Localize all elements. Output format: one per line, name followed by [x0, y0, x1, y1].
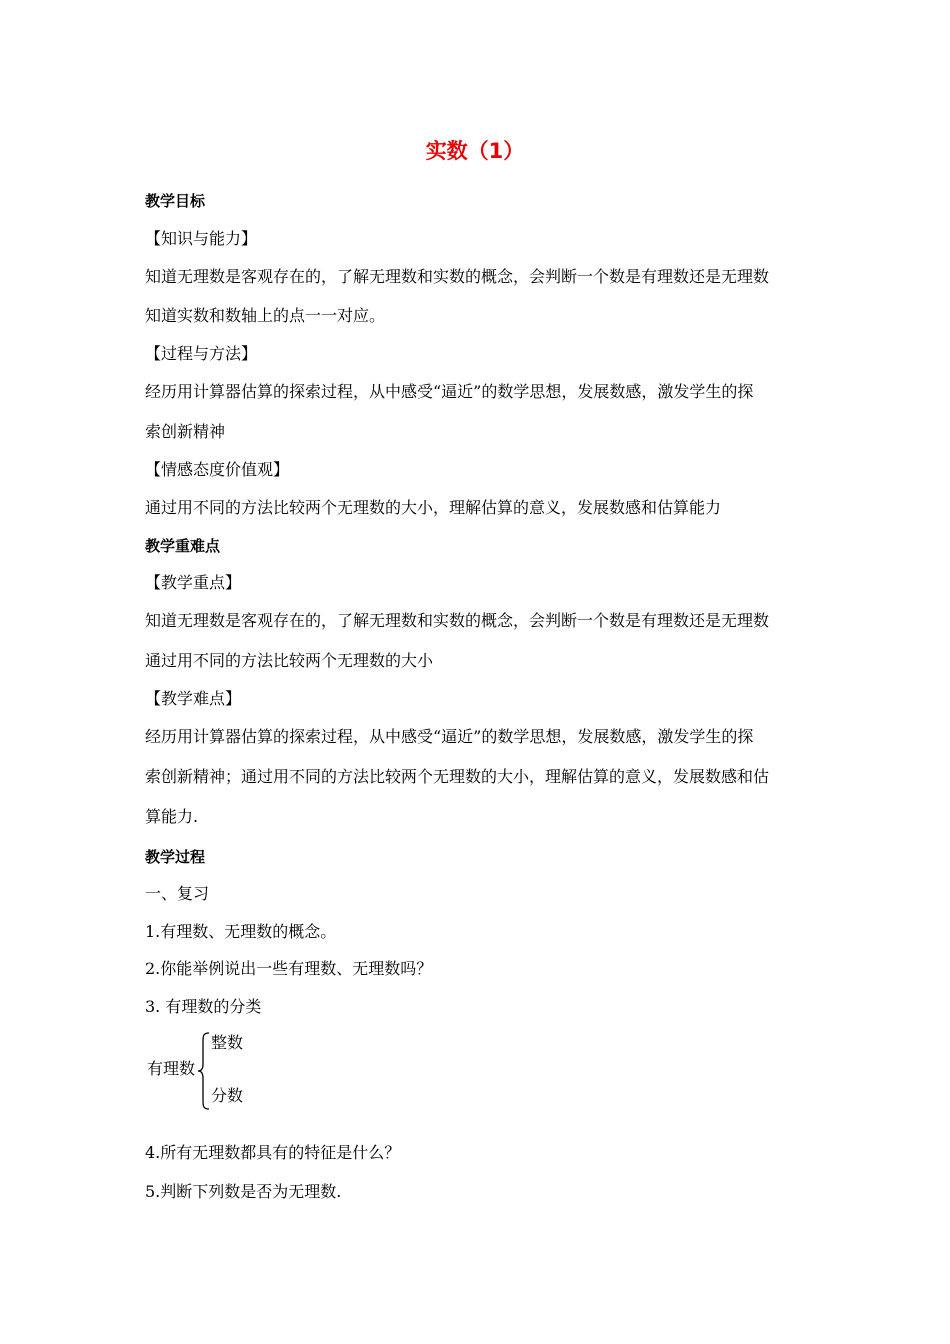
knowledge-text-2: 知道实数和数轴上的点一一对应。	[145, 306, 386, 325]
classification-fraction: 分数	[211, 1086, 244, 1105]
knowledge-label: 【知识与能力】	[145, 229, 258, 248]
process-label: 【过程与方法】	[145, 344, 258, 363]
difficult-text-1: 经历用计算器估算的探索过程，从中感受“逼近”的数学思想，发展数感，激发学生的探	[145, 727, 754, 746]
section-heading-goals: 教学目标	[145, 192, 206, 210]
classification-integer: 整数	[211, 1033, 244, 1052]
left-brace-icon	[197, 1032, 211, 1110]
process-text-1: 经历用计算器估算的探索过程，从中感受“逼近”的数学思想，发展数感，激发学生的探	[145, 382, 754, 401]
difficult-text-2: 索创新精神；通过用不同的方法比较两个无理数的大小，理解估算的意义，发展数感和估	[145, 767, 770, 786]
emotion-text-1: 通过用不同的方法比较两个无理数的大小，理解估算的意义，发展数感和估算能力	[145, 498, 722, 517]
difficult-label: 【教学难点】	[145, 689, 242, 708]
review-item-4: 4.所有无理数都具有的特征是什么？	[145, 1143, 401, 1162]
key-text-1: 知道无理数是客观存在的，了解无理数和实数的概念，会判断一个数是有理数还是无理数	[145, 611, 770, 630]
classification-label: 有理数	[147, 1059, 196, 1078]
knowledge-text-1: 知道无理数是客观存在的，了解无理数和实数的概念，会判断一个数是有理数还是无理数	[145, 267, 770, 286]
review-item-5: 5.判断下列数是否为无理数.	[145, 1182, 342, 1201]
key-text-2: 通过用不同的方法比较两个无理数的大小	[145, 651, 434, 670]
difficult-text-3: 算能力.	[145, 807, 199, 826]
emotion-label: 【情感态度价值观】	[145, 460, 290, 479]
section-heading-process: 教学过程	[145, 848, 206, 866]
process-text-2: 索创新精神	[145, 422, 226, 441]
review-heading: 一、复习	[145, 884, 210, 903]
review-item-2: 2.你能举例说出一些有理数、无理数吗？	[145, 959, 433, 978]
rational-classification	[145, 1030, 345, 1110]
key-label: 【教学重点】	[145, 573, 242, 592]
review-item-1: 1.有理数、无理数的概念。	[145, 922, 337, 941]
document-title: 实数（1）	[425, 139, 525, 163]
review-item-3: 3. 有理数的分类	[145, 997, 262, 1016]
section-heading-key-points: 教学重难点	[145, 537, 221, 555]
